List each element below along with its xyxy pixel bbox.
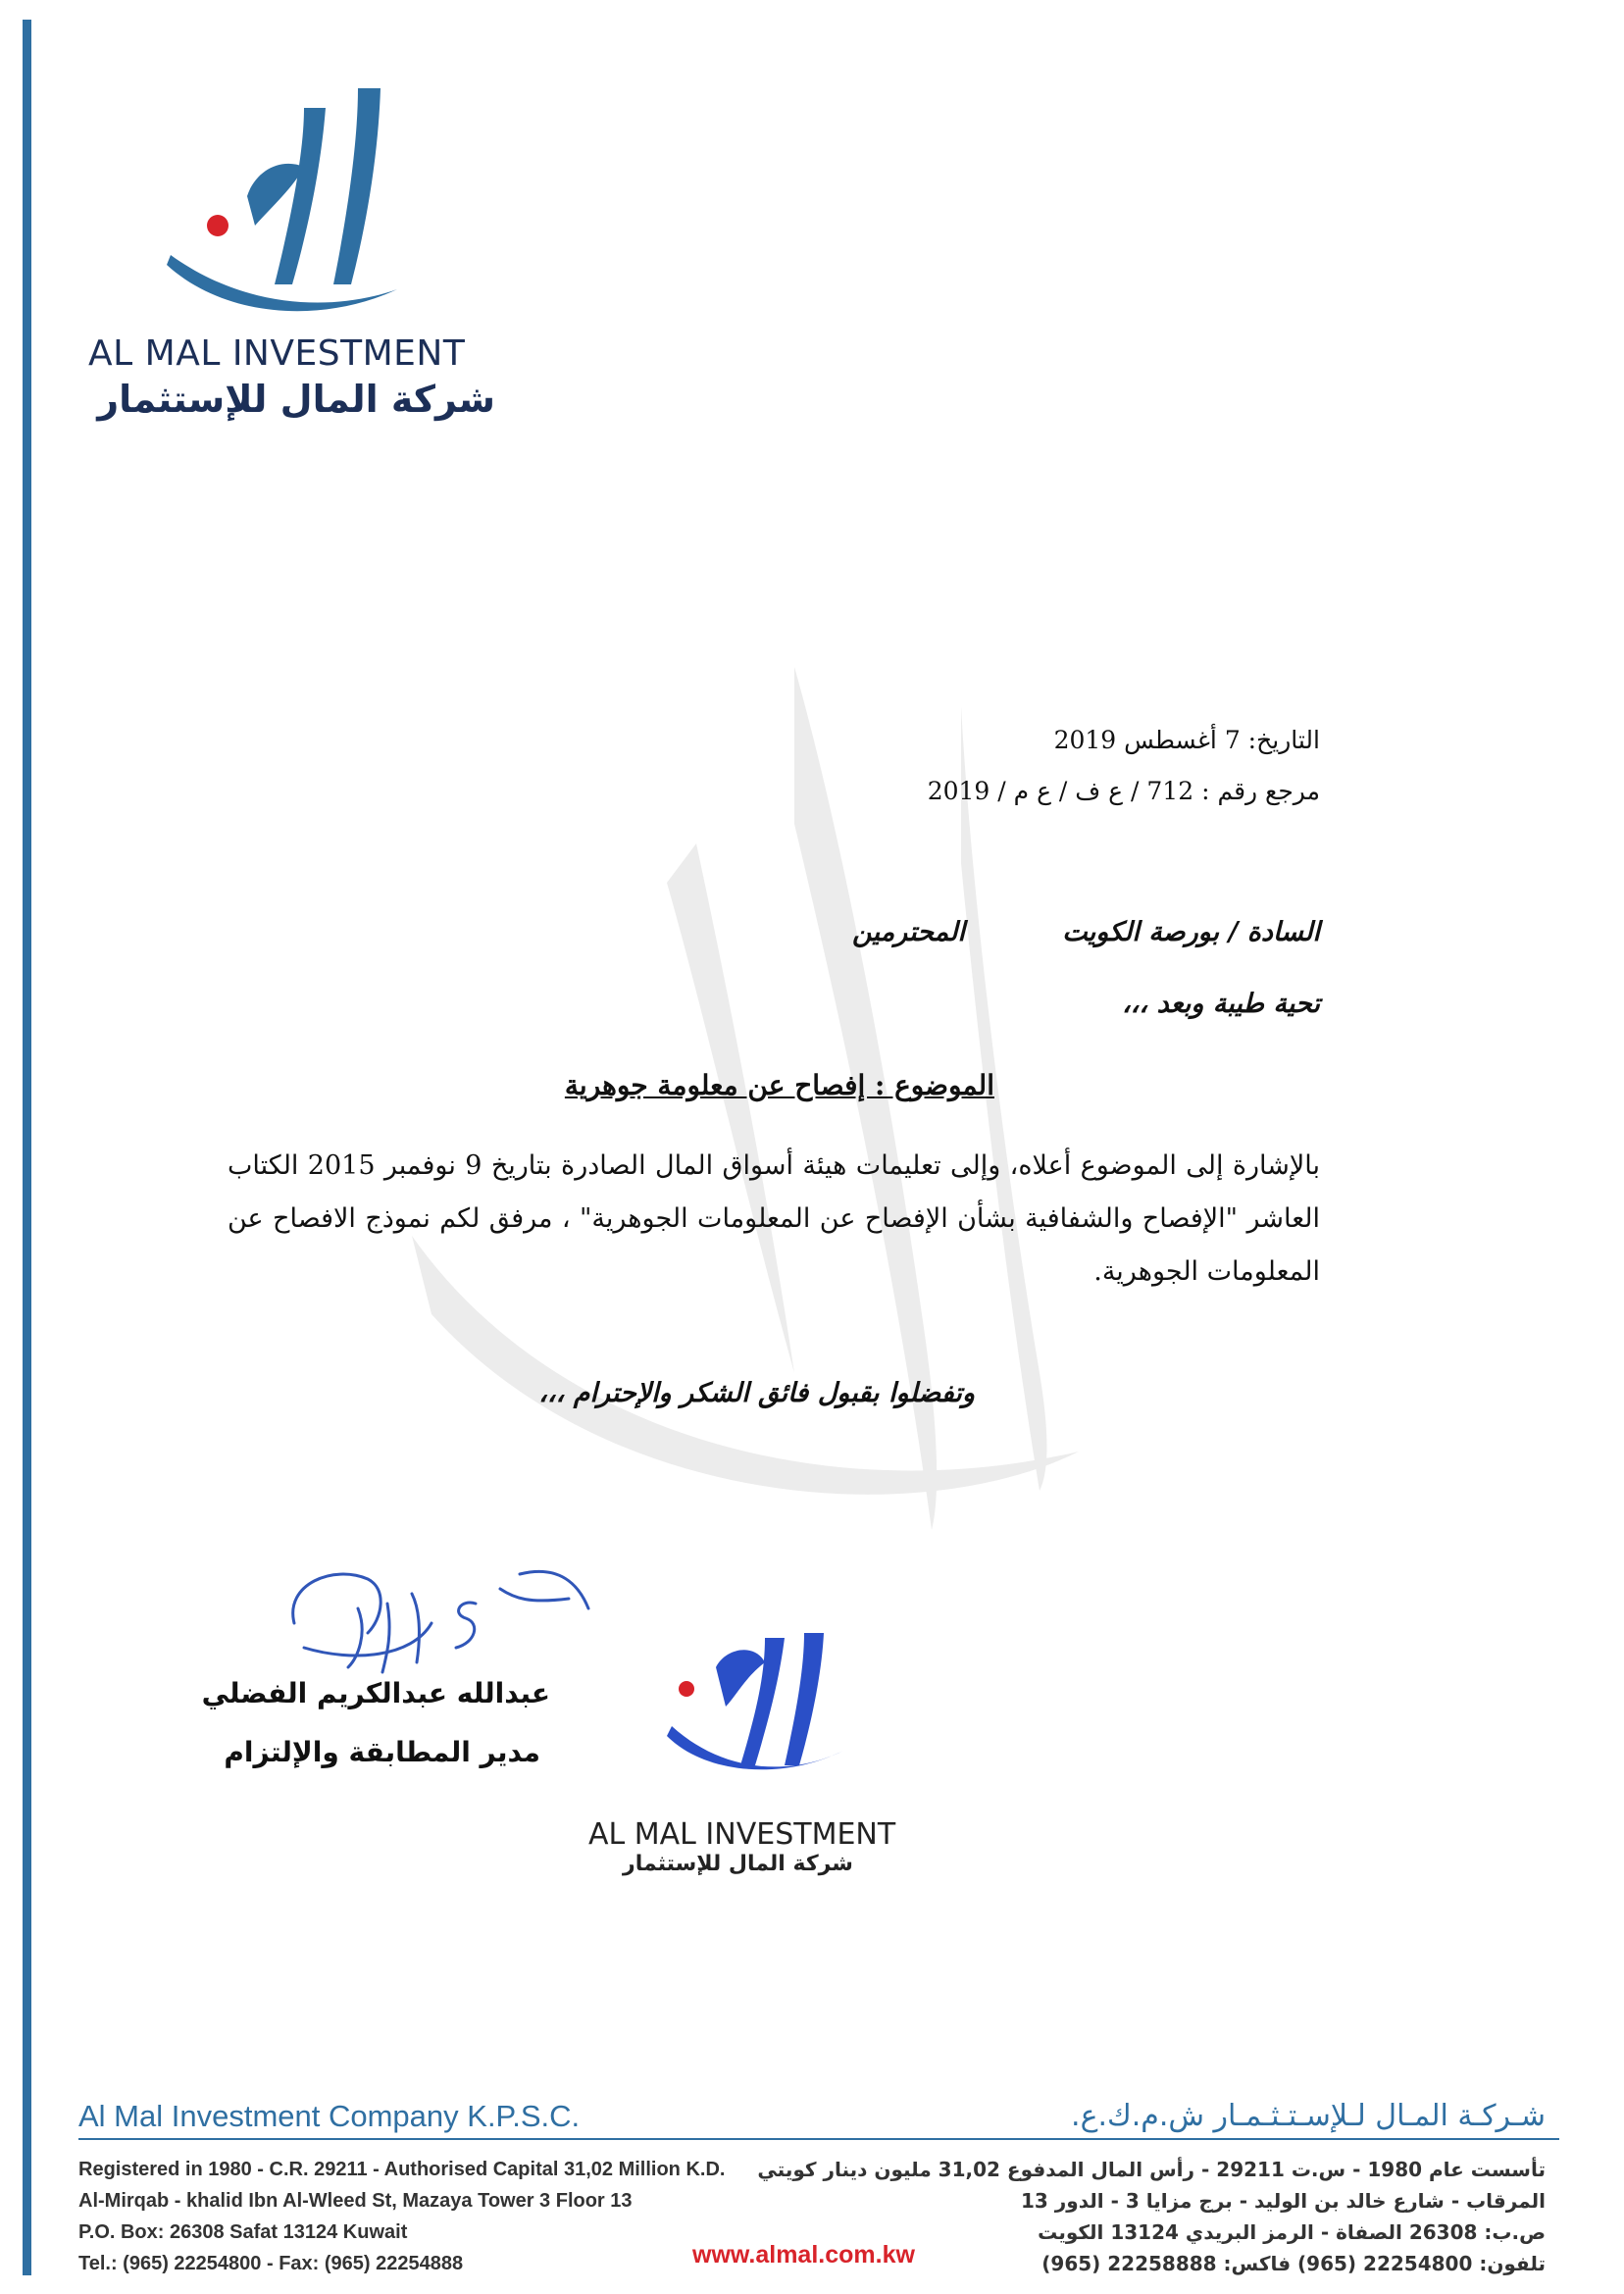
letter-subject: الموضوع : إفصاح عن معلومة جوهرية xyxy=(564,1069,994,1101)
footer-en-line: Al-Mirqab - khalid Ibn Al-Wleed St, Mazaya Tower 3 Floor 13 xyxy=(78,2190,633,2212)
website-link[interactable]: www.almal.com.kw xyxy=(692,2241,915,2269)
logo-text-en: AL MAL INVESTMENT xyxy=(88,333,466,374)
footer-en-line: Tel.: (965) 22254800 - Fax: (965) 22254888 xyxy=(78,2253,464,2274)
footer-ar-line: تأسست عام 1980 - س.ت 29211 - رأس المال المدفوع 31,02 مليون دينار كويتي xyxy=(757,2158,1546,2181)
handwritten-signature xyxy=(275,1555,598,1682)
addressee: السادة / بورصة الكويت xyxy=(1062,917,1320,947)
signatory-name: عبدالله عبدالكريم الفضلي xyxy=(201,1677,550,1709)
letter-date: التاريخ: 7 أغسطس 2019 xyxy=(1053,726,1320,754)
stamp-text-ar: شركة المال للإستثمار xyxy=(623,1852,853,1876)
company-stamp-logo xyxy=(647,1628,873,1795)
logo-text-ar: شركة المال للإستثمار xyxy=(97,378,495,421)
footer-address-en xyxy=(78,2154,725,2279)
letter-closing: وتفضلوا بقبول فائق الشكر والإحترام ،،، xyxy=(538,1378,975,1408)
signatory-title: مدير المطابقة والإلتزام xyxy=(224,1736,540,1768)
greeting: تحية طيبة وبعد ،،، xyxy=(1122,989,1320,1019)
footer-en-line: P.O. Box: 26308 Safat 13124 Kuwait xyxy=(78,2221,408,2243)
footer-ar-line: ص.ب: 26308 الصفاة - الرمز البريدي 13124 الكويت xyxy=(1038,2220,1546,2244)
watermark-logo xyxy=(373,628,1255,1608)
footer-ar-line: المرقاب - شارع خالد بن الوليد - برج مزايا 3 - الدور 13 xyxy=(1020,2189,1546,2213)
footer-company-en: Al Mal Investment Company K.P.S.C. xyxy=(78,2099,581,2133)
stamp-text-en: AL MAL INVESTMENT xyxy=(588,1817,896,1852)
company-logo xyxy=(157,78,422,333)
left-accent-bar xyxy=(23,20,31,2275)
footer-en-line: Registered in 1980 - C.R. 29211 - Authorised Capital 31,02 Million K.D. xyxy=(78,2159,726,2180)
footer-divider xyxy=(78,2138,1559,2140)
footer-company-ar: شـركـة المـال لـلإسـتـثـمـار ش.م.ك.ع. xyxy=(1071,2099,1546,2133)
letter-reference: مرجع رقم : 712 / ع ف / ع م / 2019 xyxy=(927,777,1320,805)
footer-ar-line: تلفون: 22254800 (965) فاكس: 22258888 (965) xyxy=(1041,2252,1546,2275)
letter-body: بالإشارة إلى الموضوع أعلاه، وإلى تعليمات هيئة أسواق المال الصادرة بتاريخ 9 نوفمبر 2015 الكتاب العاشر "الإفصاح والشفافية بشأن الإفصاح عن المعلومات الجوهرية" ، مرفق لكم نموذج الافصاح عن المعلومات الجوهرية. xyxy=(228,1150,1320,1287)
addressee-suffix: المحترمين xyxy=(852,917,965,947)
